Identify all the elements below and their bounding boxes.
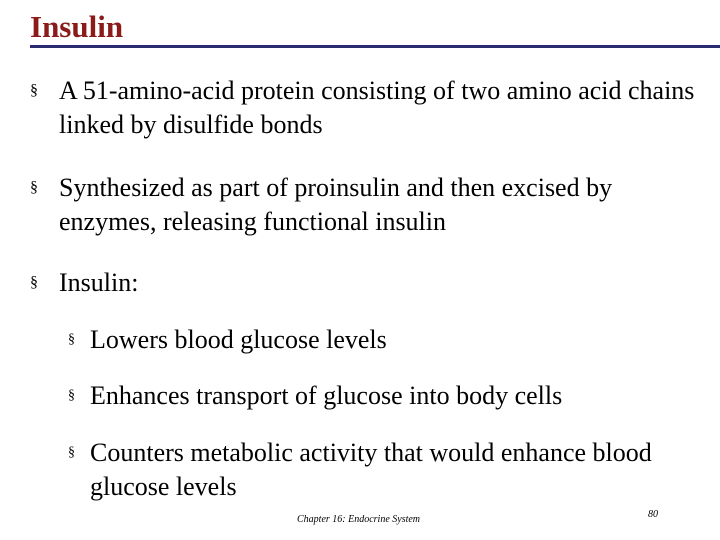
sub-bullet-marker-icon: § [68, 445, 75, 460]
sub-bullet-marker-icon: § [68, 332, 75, 347]
bullet-marker-icon: § [30, 82, 38, 99]
sub-bullet-text: Counters metabolic activity that would enhance blood glucose levels [90, 438, 652, 501]
sub-bullet-marker-icon: § [68, 388, 75, 403]
bullet-item [30, 171, 710, 239]
bullet-marker-icon: § [30, 274, 38, 291]
page-number: 80 [648, 509, 658, 520]
sub-bullet-text: Enhances transport of glucose into body cells [90, 381, 563, 410]
bullet-item [30, 74, 710, 142]
title-divider [30, 45, 720, 48]
sub-bullet-item [68, 436, 668, 504]
slide-footer: Chapter 16: Endocrine System [297, 514, 421, 525]
sub-bullet-text: Lowers blood glucose levels [90, 325, 387, 354]
sub-bullet-item [68, 323, 708, 357]
slide-title: Insulin [30, 9, 124, 44]
bullet-text: A 51-amino-acid protein consisting of two amino acid chains linked by disulfide bonds [59, 76, 695, 139]
bullet-item [30, 266, 710, 300]
bullet-marker-icon: § [30, 179, 38, 196]
bullet-text: Synthesized as part of proinsulin and then excised by enzymes, releasing functional insulin [59, 173, 613, 236]
bullet-text: Insulin: [59, 268, 139, 297]
sub-bullet-item [68, 379, 708, 413]
